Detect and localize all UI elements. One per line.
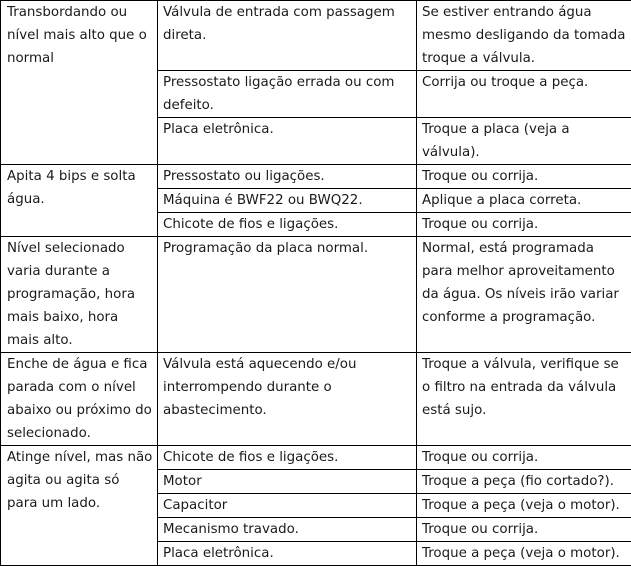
cause-cell: Mecanismo travado.	[158, 518, 417, 542]
cause-cell: Chicote de fios e ligações.	[158, 446, 417, 470]
cause-cell: Válvula de entrada com passagem direta.	[158, 1, 417, 71]
table-row	[1, 446, 631, 470]
solution-cell: Troque ou corrija.	[417, 446, 631, 470]
solution-cell: Troque a peça (fio cortado?).	[417, 470, 631, 494]
solution-cell: Troque a peça (veja o motor).	[417, 494, 631, 518]
solution-cell: Troque a válvula, verifique se o filtro na entrada da válvula está sujo.	[417, 353, 631, 446]
solution-cell: Corrija ou troque a peça.	[417, 71, 631, 118]
solution-cell: Troque a placa (veja a válvula).	[417, 118, 631, 165]
problem-cell: Apita 4 bips e solta água.	[1, 165, 158, 237]
cause-cell: Motor	[158, 470, 417, 494]
table-row	[1, 1, 631, 71]
solution-cell: Troque ou corrija.	[417, 213, 631, 237]
cause-cell: Chicote de fios e ligações.	[158, 213, 417, 237]
problem-cell: Enche de água e fica parada com o nível abaixo ou próximo do selecionado.	[1, 353, 158, 446]
solution-cell: Troque a peça (veja o motor).	[417, 542, 631, 566]
problem-cell: Nível selecionado varia durante a programação, hora mais baixo, hora mais alto.	[1, 237, 158, 353]
solution-cell: Aplique a placa correta.	[417, 189, 631, 213]
problem-cell: Transbordando ou nível mais alto que o normal	[1, 1, 158, 165]
solution-cell: Troque ou corrija.	[417, 165, 631, 189]
cause-cell: Válvula está aquecendo e/ou interrompendo durante o abastecimento.	[158, 353, 417, 446]
table-row	[1, 237, 631, 353]
solution-cell: Troque ou corrija.	[417, 518, 631, 542]
cause-cell: Programação da placa normal.	[158, 237, 417, 353]
table-row	[1, 353, 631, 446]
cause-cell: Capacitor	[158, 494, 417, 518]
cause-cell: Máquina é BWF22 ou BWQ22.	[158, 189, 417, 213]
cause-cell: Pressostato ligação errada ou com defeito.	[158, 71, 417, 118]
problem-cell: Atinge nível, mas não agita ou agita só para um lado.	[1, 446, 158, 566]
cause-cell: Placa eletrônica.	[158, 118, 417, 165]
solution-cell: Se estiver entrando água mesmo desligando da tomada troque a válvula.	[417, 1, 631, 71]
table-row	[1, 165, 631, 189]
cause-cell: Placa eletrônica.	[158, 542, 417, 566]
solution-cell: Normal, está programada para melhor aproveitamento da água. Os níveis irão variar conforme a programação.	[417, 237, 631, 353]
cause-cell: Pressostato ou ligações.	[158, 165, 417, 189]
